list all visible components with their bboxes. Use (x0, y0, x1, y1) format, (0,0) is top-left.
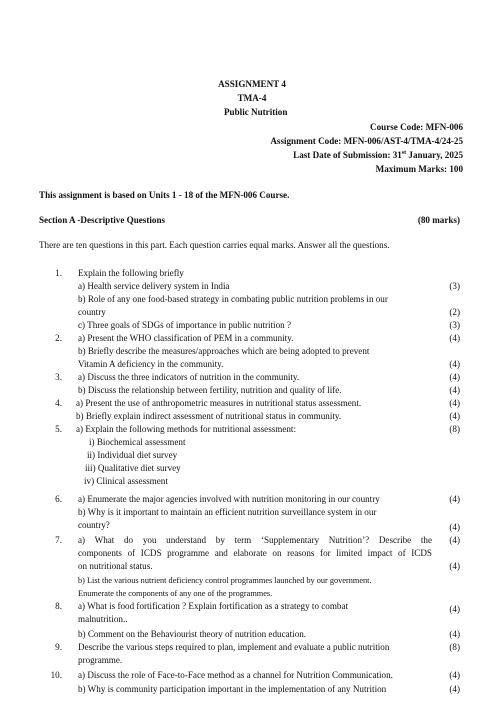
q5-i: i) Biochemical assessment (89, 437, 186, 447)
question-number: 1. (55, 268, 62, 278)
tma-heading: TMA-4 (237, 93, 267, 103)
q2-b-line1: b) Briefly describe the measures/approaches which are being adopted to prevent (78, 346, 370, 356)
marks: (4) (449, 359, 460, 369)
marks: (2) (449, 307, 460, 317)
instructions: There are ten questions in this part. Each question carries equal marks. Answer all the questions. (39, 240, 390, 250)
q6-a: a) Enumerate the major agencies involved with nutrition monitoring in our country (78, 494, 380, 504)
q7-b-line2: Enumerate the components of any one of the programmes. (78, 589, 273, 598)
assignment-heading: ASSIGNMENT 4 (218, 79, 286, 89)
q9-line2: programme. (78, 655, 123, 665)
marks: (4) (449, 494, 460, 504)
q4-a: a) Present the use of anthropometric measures in nutritional status assessment. (76, 398, 362, 408)
q3-a: a) Discuss the three indicators of nutrition in the community. (78, 372, 300, 382)
intro-line: This assignment is based on Units 1 - 18 of the MFN-006 Course. (39, 190, 290, 200)
q6-b-line1: b) Why is it important to maintain an efficient nutrition surveillance system in our (78, 507, 377, 517)
question-number: 8. (55, 601, 62, 611)
assignment-code: Assignment Code: MFN-006/AST-4/TMA-4/24-25 (270, 136, 463, 146)
q10-b: b) Why is community participation important in the implementation of any Nutrition (78, 684, 387, 694)
marks: (3) (449, 320, 460, 330)
marks: (4) (449, 398, 460, 408)
max-marks: Maximum Marks: 100 (375, 164, 463, 174)
q7-a-line1: a) What do you understand by term ‘Supplementary Nutrition’? Describe the (78, 535, 432, 545)
last-date: Last Date of Submission: 31st January, 2025 (293, 149, 463, 160)
q2-a: a) Present the WHO classification of PEM in a community. (78, 333, 294, 343)
marks: (3) (449, 281, 460, 291)
q5-a: a) Explain the following methods for nutritional assessment: (76, 424, 296, 434)
marks: (4) (449, 411, 460, 421)
marks: (8) (449, 424, 460, 434)
q6-b-line2: country? (78, 520, 110, 530)
q4-b: b) Briefly explain indirect assessment of nutritional status in community. (76, 411, 342, 421)
q9-line1: Describe the various steps required to plan, implement and evaluate a public nutrition (78, 642, 390, 652)
q7-b-line1: b) List the various nutrient deficiency control programmes launched by our government. (78, 576, 372, 585)
q1-b-line1: b) Role of any one food-based strategy in combating public nutrition problems in our (78, 294, 388, 304)
marks: (4) (449, 333, 460, 343)
marks: (4) (449, 522, 460, 532)
q1-b-line2: country (78, 307, 106, 317)
q1-stem: Explain the following briefly (78, 268, 184, 278)
marks: (4) (449, 535, 460, 545)
section-marks: (80 marks) (417, 215, 460, 225)
q5-iii: iii) Qualitative diet survey (85, 463, 181, 473)
marks: (4) (449, 684, 460, 694)
question-number: 10. (50, 670, 62, 680)
marks: (4) (449, 372, 460, 382)
q8-a-line1: a) What is food fortification ? Explain fortification as a strategy to combat (78, 601, 349, 611)
q3-b: b) Discuss the relationship between fertility, nutrition and quality of life. (78, 385, 342, 395)
question-number: 7. (55, 535, 62, 545)
marks: (4) (449, 385, 460, 395)
q2-b-line2: Vitamin A deficiency in the community. (78, 359, 224, 369)
marks: (4) (449, 670, 460, 680)
marks: (8) (449, 642, 460, 652)
q10-a: a) Discuss the role of Face-to-Face method as a channel for Nutrition Communication. (78, 670, 393, 680)
section-title: Section A -Descriptive Questions (39, 215, 166, 225)
q1-c: c) Three goals of SDGs of importance in public nutrition ? (78, 320, 291, 330)
q7-a-line3: on nutritional status. (78, 561, 153, 571)
marks: (4) (449, 629, 460, 639)
course-name: Public Nutrition (224, 107, 288, 117)
q1-a: a) Health service delivery system in India (78, 281, 230, 291)
q5-ii: ii) Individual diet survey (87, 450, 178, 460)
question-number: 6. (55, 494, 62, 504)
q8-a-line2: malnutrition.. (78, 614, 128, 624)
marks: (4) (449, 604, 460, 614)
q7-a-line2: components of ICDS programme and elaborate on reasons for limited impact of ICDS (78, 548, 432, 558)
marks: (4) (449, 561, 460, 571)
course-code: Course Code: MFN-006 (370, 122, 463, 132)
question-number: 3. (55, 372, 62, 382)
question-number: 9. (55, 642, 62, 652)
q8-b: b) Comment on the Behaviourist theory of nutrition education. (78, 629, 307, 639)
q5-iv: iv) Clinical assessment (84, 476, 168, 486)
question-number: 4. (55, 398, 62, 408)
question-number: 2. (55, 333, 62, 343)
question-number: 5. (55, 424, 62, 434)
